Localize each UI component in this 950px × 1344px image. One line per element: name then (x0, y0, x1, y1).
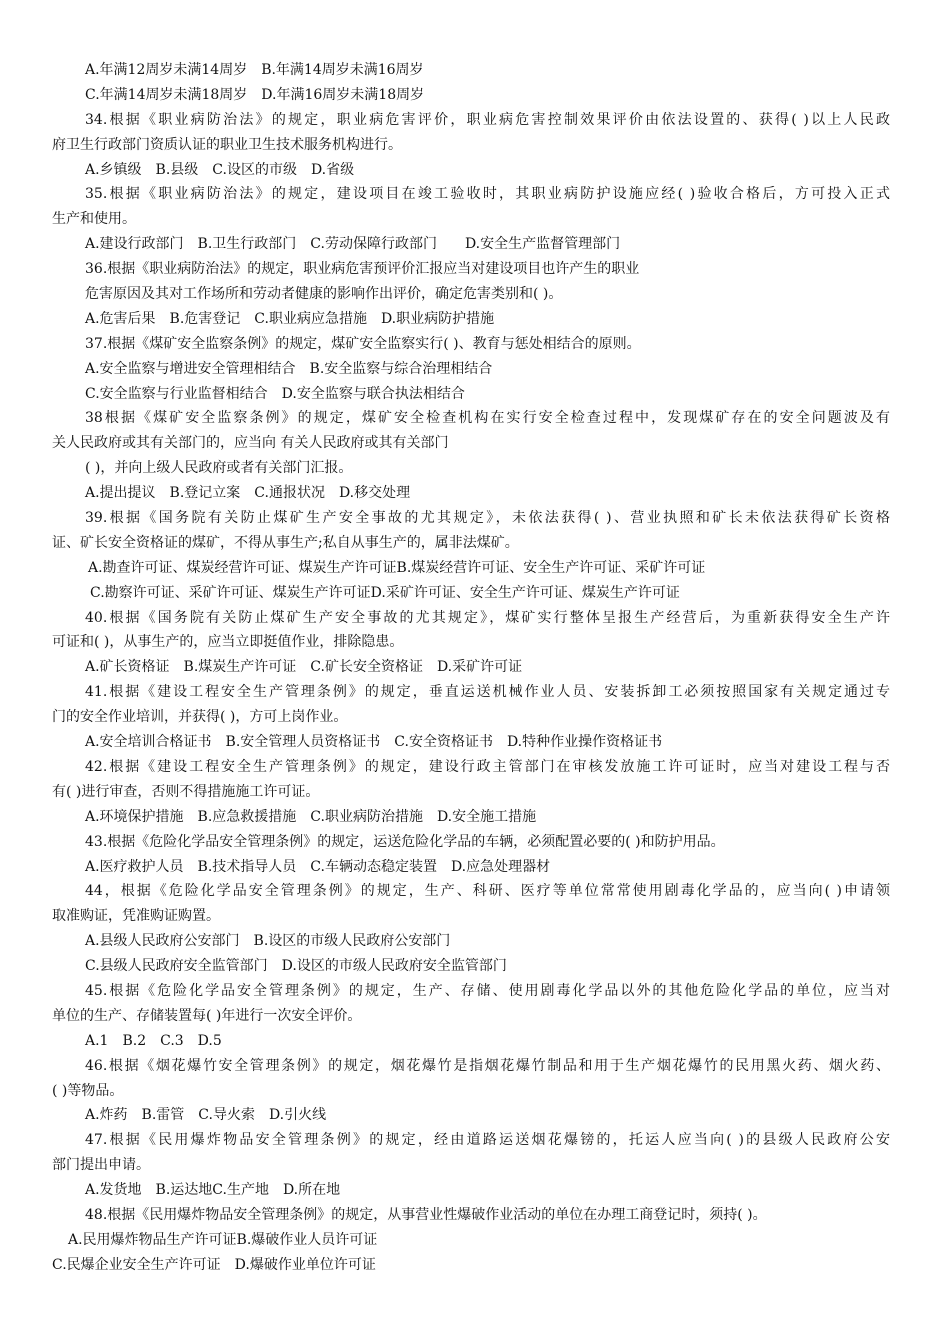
question-47-text: 47.根据《民用爆炸物品安全管理条例》的规定，经由道路运送烟花爆镑的，托运人应当向( )的县级人民政府公安 (85, 1132, 890, 1149)
question-34-text: 34.根据《职业病防治法》的规定，职业病危害评价，职业病危害控制效果评价由依法设置的、获得( )以上人民政 (85, 111, 890, 128)
question-35-options: A.建设行政部门 B.卫生行政部门 C.劳动保障行政部门 D.安全生产监督管理部门 (85, 236, 621, 253)
question-35-text-cont: 生产和使用。 (52, 211, 136, 228)
question-43-text: 43.根据《危险化学品安全管理条例》的规定，运送危险化学品的车辆，必须配置必要的( )和防护用品。 (85, 833, 725, 850)
question-46-options: A.炸药 B.雷管 C.导火索 D.引火线 (85, 1107, 327, 1124)
question-38-text-cont: ( )，并向上级人民政府或者有关部门汇报。 (85, 460, 353, 477)
question-39-options: C.勘察许可证、采矿许可证、煤炭生产许可证D.采矿许可证、安全生产许可证、煤炭生产许可证 (90, 584, 680, 601)
question-40-text-cont: 可证和( )，从事生产的，应当立即挺值作业，排除隐患。 (52, 634, 404, 651)
question-41-text: 41.根据《建设工程安全生产管理条例》的规定，垂直运送机械作业人员、安装拆卸工必须按照国家有关规定通过专 (85, 684, 890, 701)
question-42-text-cont: 有( )进行审查，否则不得措施施工许可证。 (52, 783, 320, 800)
question-45-text-cont: 单位的生产、存储装置每( )年进行一次安全评价。 (52, 1007, 362, 1024)
question-47-options: A.发货地 B.运达地C.生产地 D.所在地 (85, 1182, 341, 1199)
question-40-text: 40.根据《国务院有关防止煤矿生产安全事故的尤其规定》，煤矿实行整体呈报生产经营后，为重新获得安全生产许 (85, 609, 890, 626)
document-page (0, 58, 950, 1278)
question-39-text-cont: 证、矿长安全资格证的煤矿，不得从事生产;私自从事生产的，属非法煤矿。 (52, 534, 519, 551)
question-45-text: 45.根据《危险化学品安全管理条例》的规定，生产、存储、使用剧毒化学品以外的其他危险化学品的单位，应当对 (85, 982, 890, 999)
question-44-options: A.县级人民政府公安部门 B.设区的市级人民政府公安部门 (85, 933, 451, 950)
question-44-text: 44，根据《危险化学品安全管理条例》的规定，生产、科研、医疗等单位常常使用剧毒化学品的，应当向( )申请领 (85, 883, 890, 900)
question-41-options: A.安全培训合格证书 B.安全管理人员资格证书 C.安全资格证书 D.特种作业操作资格证书 (85, 734, 663, 751)
question-42-options: A.环境保护措施 B.应急救援措施 C.职业病防治措施 D.安全施工措施 (85, 808, 537, 825)
question-36-text-cont: 危害原因及其对工作场所和劳动者健康的影响作出评价，确定危害类别和( )。 (85, 286, 563, 303)
question-37-options: A.安全监察与增进安全管理相结合 B.安全监察与综合治理相结合 (85, 360, 493, 377)
question-36-text: 36.根据《职业病防治法》的规定，职业病危害预评价汇报应当对建设项目也许产生的职业 (85, 261, 640, 278)
question-34-text-cont: 府卫生行政部门资质认证的职业卫生技术服务机构进行。 (52, 136, 402, 153)
question-44-options: C.县级人民政府安全监管部门 D.设区的市级人民政府安全监管部门 (85, 958, 507, 975)
question-39-text: 39.根据《国务院有关防止煤矿生产安全事故的尤其规定》，未依法获得( )、营业执照和矿长未依法获得矿长资格 (85, 510, 890, 527)
question-44-text-cont: 取准购证，凭准购证购置。 (52, 908, 220, 925)
question-48-options: C.民爆企业安全生产许可证 D.爆破作业单位许可证 (52, 1256, 376, 1273)
question-48-text: 48.根据《民用爆炸物品安全管理条例》的规定，从事营业性爆破作业活动的单位在办理工商登记时，须持( )。 (85, 1206, 767, 1223)
question-36-options: A.危害后果 B.危害登记 C.职业病应急措施 D.职业病防护措施 (85, 310, 495, 327)
question-37-options: C.安全监察与行业监督相结合 D.安全监察与联合执法相结合 (85, 385, 465, 402)
question-42-text: 42.根据《建设工程安全生产管理条例》的规定，建设行政主管部门在审核发放施工许可证时，应当对建设工程与否 (85, 758, 890, 775)
question-35-text: 35.根据《职业病防治法》的规定，建设项目在竣工验收时，其职业病防护设施应经( )验收合格后，方可投入正式 (85, 186, 890, 203)
question-47-text-cont: 部门提出申请。 (52, 1157, 150, 1174)
question-37-text: 37.根据《煤矿安全监察条例》的规定，煤矿安全监察实行( )、教育与惩处相结合的原则。 (85, 335, 641, 352)
answer-options-line: C.年满14周岁未满18周岁 D.年满16周岁未满18周岁 (85, 86, 425, 103)
question-46-text: 46.根据《烟花爆竹安全管理条例》的规定，烟花爆竹是指烟花爆竹制品和用于生产烟花爆竹的民用黑火药、烟火药、 (85, 1057, 890, 1074)
question-41-text-cont: 门的安全作业培训，并获得( )，方可上岗作业。 (52, 709, 348, 726)
question-38-options: A.提出提议 B.登记立案 C.通报状况 D.移交处理 (85, 485, 411, 502)
question-46-text-cont: ( )等物品。 (52, 1082, 124, 1099)
answer-options-line: A.年满12周岁未满14周岁 B.年满14周岁未满16周岁 (85, 62, 424, 78)
question-39-options: A.勘查许可证、煤炭经营许可证、煤炭生产许可证B.煤炭经营许可证、安全生产许可证、采矿许可证 (88, 559, 706, 576)
question-34-options: A.乡镇级 B.县级 C.设区的市级 D.省级 (85, 161, 355, 178)
question-38-text-cont: 关人民政府或其有关部门的，应当向 有关人民政府或其有关部门 (52, 435, 449, 452)
question-40-options: A.矿长资格证 B.煤炭生产许可证 C.矿长安全资格证 D.采矿许可证 (85, 659, 523, 676)
question-45-options: A.1 B.2 C.3 D.5 (85, 1032, 222, 1049)
question-48-options: A.民用爆炸物品生产许可证B.爆破作业人员许可证 (68, 1231, 378, 1248)
question-38-text: 38根据《煤矿安全监察条例》的规定，煤矿安全检查机构在实行安全检查过程中，发现煤矿存在的安全问题波及有 (85, 410, 890, 427)
question-43-options: A.医疗救护人员 B.技术指导人员 C.车辆动态稳定装置 D.应急处理器材 (85, 858, 551, 875)
